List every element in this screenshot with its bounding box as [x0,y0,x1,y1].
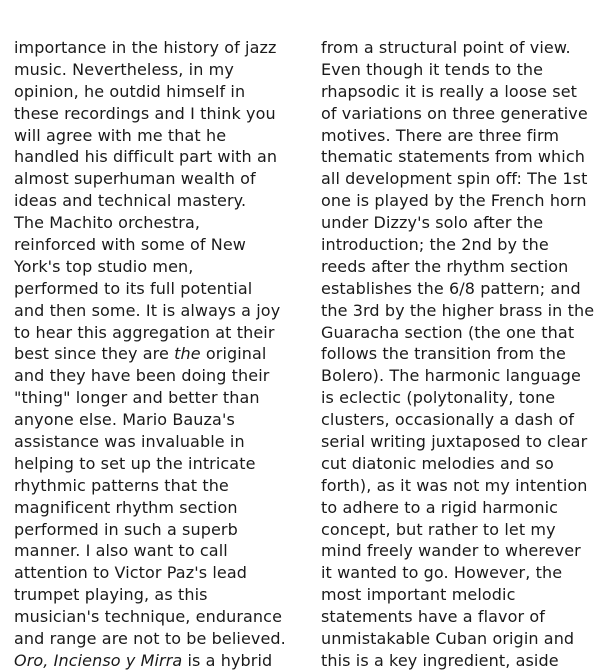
text-line: of variations on three generative [321,103,588,123]
text-line: these recordings and I think you [14,103,276,123]
text-line: Bolero). The harmonic language [321,366,581,386]
text-line: concept, but rather to let my [321,519,556,539]
text-line: and range are not to be believed. [14,629,286,649]
text-segment: best since they are [14,344,175,364]
text-line: under Dizzy's solo after the [321,213,544,233]
text-line: thematic statements from which [321,147,585,167]
text-line: unmistakable Cuban origin and [321,629,575,649]
text-line: forth), as it was not my intention [321,475,588,495]
text-line: Even though it tends to the [321,59,544,79]
text-line: almost superhuman wealth of [14,169,256,189]
text-line: reeds after the rhythm section [321,256,569,276]
text-line: rhapsodic it is really a loose set [321,81,578,101]
text-line: to hear this aggregation at their [14,322,275,342]
text-line [14,343,286,365]
left-text-column [14,37,286,672]
text-line: manner. I also want to call [14,541,228,561]
text-line: music. Nevertheless, in my [14,59,234,79]
text-line: attention to Victor Paz's lead [14,563,247,583]
text-line [14,650,286,672]
text-line: statements have a flavor of [321,607,545,627]
text-line: Guaracha section (the one that [321,322,575,342]
text-line: performed to its full potential [14,278,253,298]
right-text-column [321,37,596,672]
text-line: it wanted to go. However, the [321,563,563,583]
text-line: performed in such a superb [14,519,238,539]
text-line: assistance was invaluable in [14,432,245,452]
text-segment: is a hybrid [182,650,273,670]
text-line: importance in the history of jazz [14,38,277,57]
text-segment: Oro, Incienso y Mirra [14,650,183,670]
text-line: and they have been doing their [14,366,270,386]
text-line: trumpet playing, as this [14,585,208,605]
text-line: musician's technique, endurance [14,607,283,627]
text-line: establishes the 6/8 pattern; and [321,278,581,298]
text-line: most important melodic [321,585,516,605]
text-line: introduction; the 2nd by the [321,235,549,255]
text-line: all development spin off: The 1st [321,169,588,189]
text-line: to adhere to a rigid harmonic [321,497,559,517]
text-line: and then some. It is always a joy [14,300,281,320]
text-line: from a structural point of view. [321,38,571,57]
text-line: rhythmic patterns that the [14,475,229,495]
text-line: one is played by the French horn [321,191,587,211]
text-line: anyone else. Mario Bauza's [14,410,235,430]
text-line: handled his difficult part with an [14,147,278,167]
text-line: is eclectic (polytonality, tone [321,388,556,408]
text-line: this is a key ingredient, aside [321,650,559,670]
text-line: "thing" longer and better than [14,388,260,408]
text-line: will agree with me that he [14,125,227,145]
text-line: serial writing juxtaposed to clear [321,432,588,452]
text-segment: the [174,344,201,364]
text-line: York's top studio men, [14,256,194,276]
text-line: helping to set up the intricate [14,453,256,473]
text-line: ideas and technical mastery. [14,191,247,211]
text-line: mind freely wander to wherever [321,541,581,561]
text-line: cut diatonic melodies and so [321,453,554,473]
text-segment: original [200,344,267,364]
text-line: the 3rd by the higher brass in the [321,300,595,320]
text-line: magnificent rhythm section [14,497,238,517]
text-line: reinforced with some of New [14,235,246,255]
text-line: opinion, he outdid himself in [14,81,246,101]
text-line: follows the transition from the [321,344,566,364]
text-line: clusters, occasionally a dash of [321,410,575,430]
text-line: motives. There are three firm [321,125,560,145]
text-line: The Machito orchestra, [14,213,201,233]
